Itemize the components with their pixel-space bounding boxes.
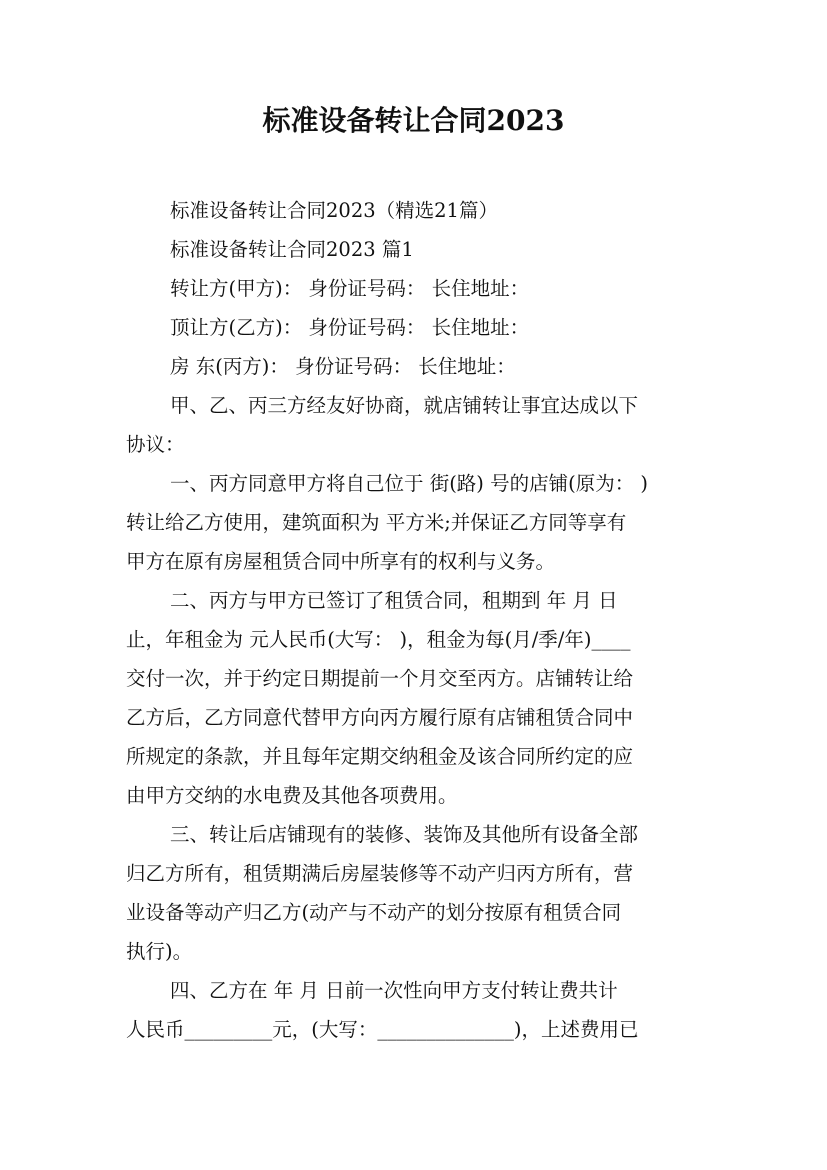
paragraph-line: 三、转让后店铺现有的装修、装饰及其他所有设备全部 [170,823,639,846]
party-a-line: 转让方(甲方)： 身份证号码： 长住地址： [170,277,530,300]
paragraph-line: 业设备等动产归乙方(动产与不动产的划分按原有租赁合同 [126,901,622,924]
party-c-line: 房 东(丙方)： 身份证号码： 长住地址： [170,355,516,378]
paragraph-line: 四、乙方在 年 月 日前一次性向甲方支付转让费共计 [170,979,618,1002]
paragraph-line: 甲方在原有房屋租赁合同中所享有的权利与义务。 [126,550,556,573]
paragraph-line: 人民币_________元，(大写：______________)，上述费用已 [126,1018,639,1041]
paragraph-line: 交付一次，并于约定日期提前一个月交至丙方。店铺转让给 [126,667,634,690]
party-b-line: 顶让方(乙方)： 身份证号码： 长住地址： [170,316,530,339]
paragraph-line: 转让给乙方使用，建筑面积为 平方米;并保证乙方同等享有 [126,511,627,534]
section-heading: 标准设备转让合同2023 篇1 [170,238,414,261]
paragraph-line: 执行)。 [126,940,193,963]
paragraph-line: 由甲方交纳的水电费及其他各项费用。 [126,784,458,807]
subtitle-line: 标准设备转让合同2023（精选21篇） [170,199,498,222]
paragraph-line: 归乙方所有，租赁期满后房屋装修等不动产归丙方所有，营 [126,862,634,885]
paragraph-line: 乙方后，乙方同意代替甲方向丙方履行原有店铺租赁合同中 [126,706,634,729]
document-title: 标准设备转让合同2023 [262,104,565,137]
paragraph-line: 二、丙方与甲方已签订了租赁合同，租期到 年 月 日 [170,589,618,612]
paragraph-line: 所规定的条款，并且每年定期交纳租金及该合同所约定的应 [126,745,634,768]
paragraph-line: 甲、乙、丙三方经友好协商，就店铺转让事宜达成以下 [170,394,639,417]
paragraph-line: 止，年租金为 元人民币(大写： )，租金为每(月/季/年)____ [126,628,631,651]
paragraph-line: 一、丙方同意甲方将自己位于 街(路) 号的店铺(原为： ) [170,472,649,495]
paragraph-line: 协议： [126,433,185,456]
